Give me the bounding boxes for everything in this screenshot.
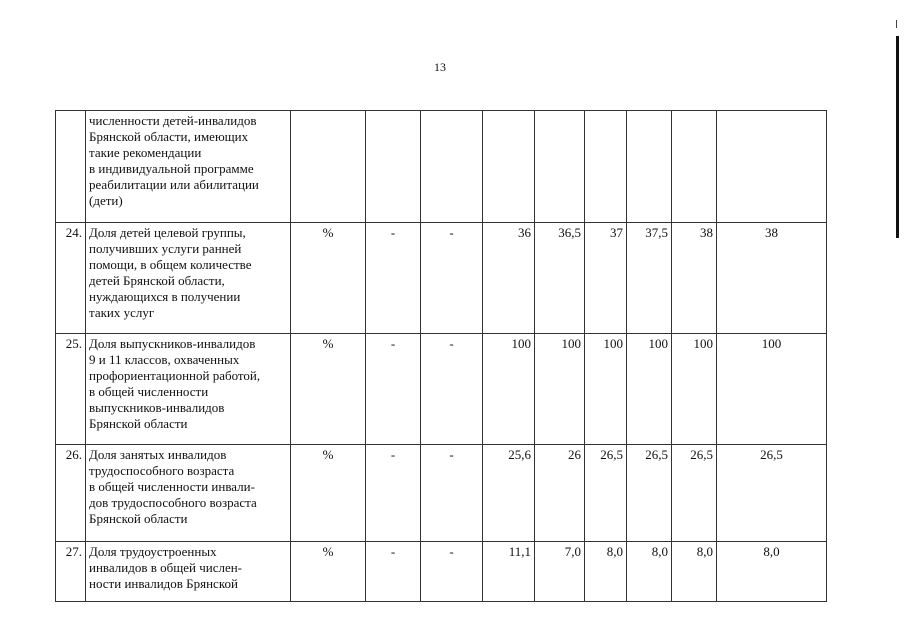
unit-cell: % — [291, 445, 366, 542]
value-cell: - — [421, 223, 483, 334]
value-cell — [366, 111, 421, 223]
value-cell: 26,5 — [627, 445, 672, 542]
indicator-name-line: детей Брянской области, — [89, 273, 225, 288]
indicator-name-line: нуждающихся в получении — [89, 289, 241, 304]
indicator-name-line: в общей численности — [89, 384, 209, 399]
value-cell — [535, 111, 585, 223]
value-cell: 38 — [717, 223, 827, 334]
indicator-name — [86, 111, 291, 223]
unit-cell: % — [291, 223, 366, 334]
value-cell: 8,0 — [585, 542, 627, 602]
value-cell: 8,0 — [627, 542, 672, 602]
value-cell: - — [366, 223, 421, 334]
indicator-name-line: получивших услуги ранней — [89, 241, 242, 256]
value-cell: - — [421, 334, 483, 445]
value-cell: 100 — [483, 334, 535, 445]
value-cell: 26 — [535, 445, 585, 542]
value-cell: 36,5 — [535, 223, 585, 334]
indicator-name-line: Брянской области, имеющих — [89, 129, 249, 144]
indicator-name-line: Брянской области — [89, 511, 188, 526]
indicator-name-line: таких услуг — [89, 305, 155, 320]
unit-cell: % — [291, 334, 366, 445]
indicator-name-line: Доля детей целевой группы, — [89, 225, 246, 240]
scan-edge-bar — [896, 36, 899, 238]
indicator-name — [86, 223, 291, 334]
indicator-name — [86, 445, 291, 542]
indicator-name-line: дов трудоспособного возраста — [89, 495, 257, 510]
value-cell: - — [421, 445, 483, 542]
indicator-name-line: в общей численности инвали- — [89, 479, 255, 494]
value-cell: - — [366, 334, 421, 445]
indicator-name-line: Доля занятых инвалидов — [89, 447, 227, 462]
row-number: 25. — [56, 334, 86, 445]
indicator-name-line: (дети) — [89, 193, 123, 208]
value-cell — [672, 111, 717, 223]
indicator-name-line: реабилитации или абилитации — [89, 177, 259, 192]
row-number: 27. — [56, 542, 86, 602]
value-cell: 37 — [585, 223, 627, 334]
value-cell — [627, 111, 672, 223]
scan-edge-mark — [896, 20, 897, 28]
indicator-name-line: ности инвалидов Брянской — [89, 576, 238, 591]
value-cell: 25,6 — [483, 445, 535, 542]
value-cell — [717, 111, 827, 223]
indicator-name-line: выпускников-инвалидов — [89, 400, 225, 415]
value-cell: 37,5 — [627, 223, 672, 334]
indicator-name-line: Брянской области — [89, 416, 188, 431]
value-cell: 100 — [717, 334, 827, 445]
value-cell: 7,0 — [535, 542, 585, 602]
value-cell: 26,5 — [585, 445, 627, 542]
table-row — [56, 334, 827, 445]
value-cell: 100 — [627, 334, 672, 445]
indicators-table — [55, 110, 827, 602]
indicator-name-line: помощи, в общем количестве — [89, 257, 252, 272]
indicator-name-line: Доля выпускников-инвалидов — [89, 336, 256, 351]
table-row — [56, 445, 827, 542]
indicator-name-line: Доля трудоустроенных — [89, 544, 217, 559]
value-cell — [421, 111, 483, 223]
value-cell: - — [421, 542, 483, 602]
value-cell: 8,0 — [717, 542, 827, 602]
value-cell: 100 — [585, 334, 627, 445]
indicator-name-line: такие рекомендации — [89, 145, 202, 160]
unit-cell: % — [291, 542, 366, 602]
value-cell: 26,5 — [672, 445, 717, 542]
value-cell: - — [366, 542, 421, 602]
value-cell: 8,0 — [672, 542, 717, 602]
indicator-name-line: инвалидов в общей числен- — [89, 560, 243, 575]
value-cell: 100 — [535, 334, 585, 445]
table-row — [56, 542, 827, 602]
row-number: 26. — [56, 445, 86, 542]
unit-cell — [291, 111, 366, 223]
value-cell — [483, 111, 535, 223]
value-cell: 26,5 — [717, 445, 827, 542]
table-row — [56, 223, 827, 334]
indicator-name — [86, 542, 291, 602]
indicator-name-line: в индивидуальной программе — [89, 161, 254, 176]
value-cell: 11,1 — [483, 542, 535, 602]
value-cell: 38 — [672, 223, 717, 334]
value-cell — [585, 111, 627, 223]
indicator-name-line: профориентационной работой, — [89, 368, 261, 383]
indicator-name-line: 9 и 11 классов, охваченных — [89, 352, 240, 367]
row-number — [56, 111, 86, 223]
value-cell: - — [366, 445, 421, 542]
indicator-name-line: трудоспособного возраста — [89, 463, 235, 478]
page-number: 13 — [434, 60, 446, 74]
indicator-name-line: численности детей-инвалидов — [89, 113, 257, 128]
value-cell: 36 — [483, 223, 535, 334]
indicator-name — [86, 334, 291, 445]
table-row — [56, 111, 827, 223]
row-number: 24. — [56, 223, 86, 334]
value-cell: 100 — [672, 334, 717, 445]
